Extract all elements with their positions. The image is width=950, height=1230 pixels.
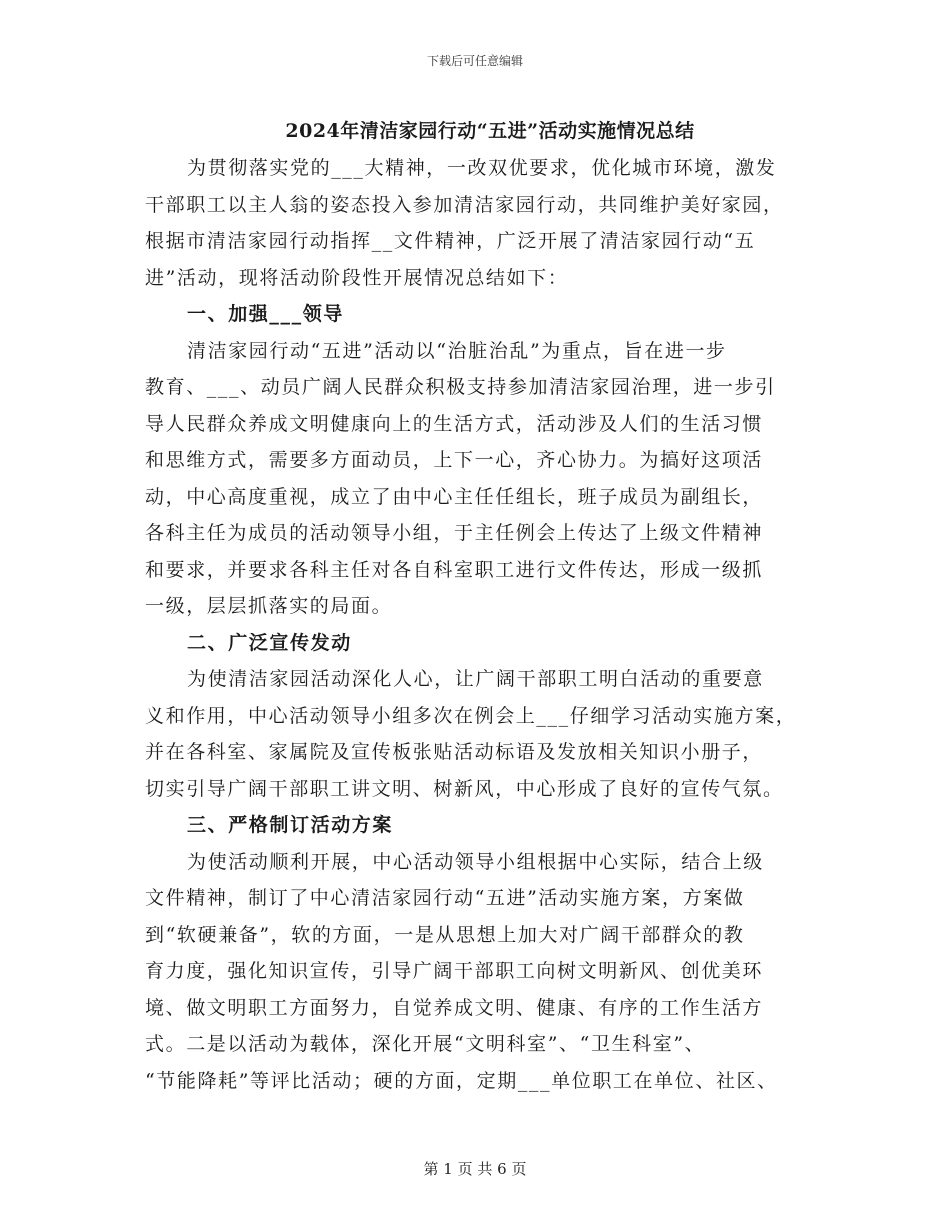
paragraph-line: 一级，层层抓落实的局面。 [145, 595, 393, 617]
paragraph-line: 式。二是以活动为载体，深化开展“文明科室”、“卫生科室”、 [145, 1033, 706, 1055]
paragraph-line: 动，中心高度重视，成立了由中心主任任组长，班子成员为副组长， [145, 485, 764, 508]
paragraph-line: 和思维方式，需要多方面动员，上下一心，齐心协力。为搞好这项活 [145, 449, 764, 471]
paragraph-line: 切实引导广阔干部职工讲文明、树新风，中心形成了良好的宣传气氛。 [145, 777, 784, 800]
page-footer: 第 1 页 共 6 页 [423, 1160, 527, 1178]
paragraph-line: 干部职工以主人翁的姿态投入参加清洁家园行动，共同维护美好家园， [145, 193, 784, 216]
paragraph-line: 各科主任为成员的活动领导小组，于主任例会上传达了上级文件精神 [145, 522, 764, 544]
paragraph-line: 为贯彻落实党的___大精神，一改双优要求，优化城市环境，激发 [187, 157, 777, 179]
section-heading: 一、加强___领导 [187, 303, 344, 325]
section-heading: 二、广泛宣传发动 [187, 631, 352, 654]
paragraph-line: 到“软硬兼备”，软的方面，一是从思想上加大对广阔干部群众的教 [145, 923, 745, 946]
paragraph-line: 育力度，强化知识宣传，引导广阔干部职工向树文明新风、创优美环 [145, 960, 764, 982]
paragraph-line: 境、做文明职工方面努力，自觉养成文明、健康、有序的工作生活方 [145, 996, 764, 1019]
paragraph-line: 和要求，并要求各科主任对各自科室职工进行文件传达，形成一级抓 [145, 558, 764, 581]
section-heading: 三、严格制订活动方案 [187, 814, 394, 836]
document-title: 2024年清洁家园行动“五进”活动实施情况总结 [285, 120, 695, 142]
header-note: 下载后可任意编辑 [426, 54, 523, 68]
paragraph-line: 教育、___、动员广阔人民群众积极支持参加清洁家园治理，进一步引 [145, 376, 776, 398]
paragraph-line: 文件精神，制订了中心清洁家园行动“五进”活动实施方案，方案做 [145, 887, 745, 909]
paragraph-line: 清洁家园行动“五进”活动以“治脏治乱”为重点，旨在进一步 [187, 339, 727, 362]
paragraph-line: “节能降耗”等评比活动；硬的方面，定期___单位职工在单位、社区、 [145, 1069, 778, 1092]
paragraph-line: 义和作用，中心活动领导小组多次在例会上___仔细学习活动实施方案， [145, 704, 797, 727]
paragraph-line: 进”活动，现将活动阶段性开展情况总结如下： [145, 266, 569, 289]
paragraph-line: 并在各科室、家属院及宣传板张贴活动标语及发放相关知识小册子， [145, 741, 764, 763]
paragraph-line: 导人民群众养成文明健康向上的生活方式，活动涉及人们的生活习惯 [145, 412, 764, 435]
paragraph-line: 为使清洁家园活动深化人心，让广阔干部职工明白活动的重要意 [187, 668, 764, 690]
document-body [145, 150, 825, 1099]
paragraph-line: 为使活动顺利开展，中心活动领导小组根据中心实际，结合上级 [187, 850, 764, 873]
paragraph-line: 根据市清洁家园行动指挥__文件精神，广泛开展了清洁家园行动“五 [145, 230, 756, 252]
